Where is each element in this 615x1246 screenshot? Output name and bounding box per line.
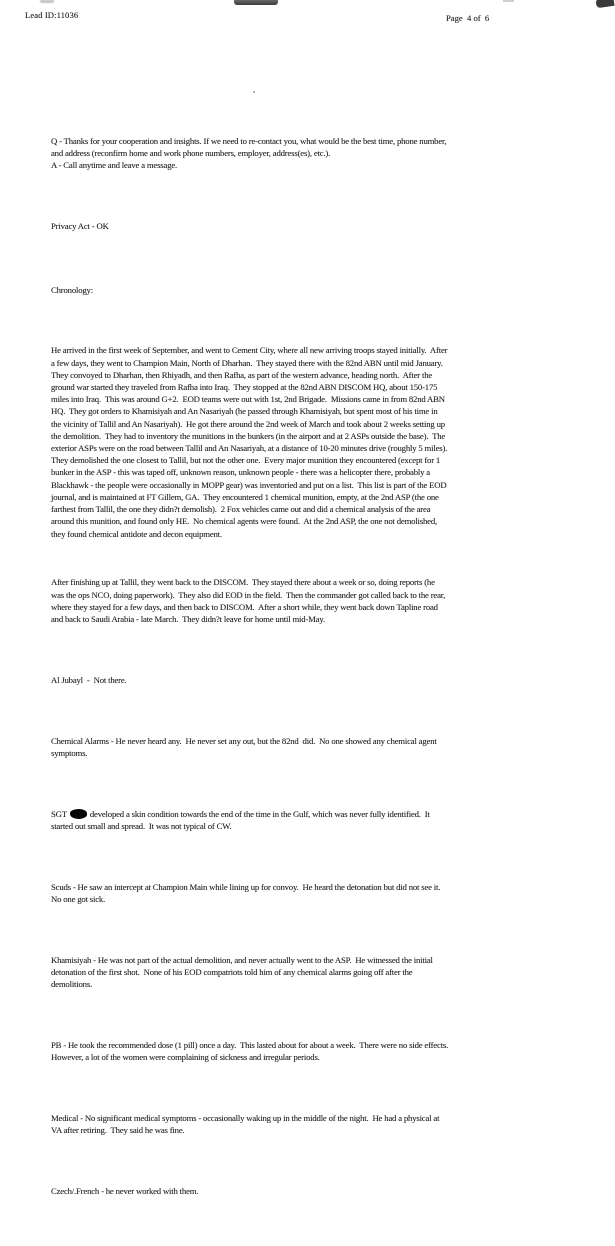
qa-block (51, 135, 449, 172)
czech-french-line: Czech/.French - he never worked with them. (51, 1185, 199, 1196)
scan-artifact-dot (253, 91, 255, 93)
redaction-box (70, 809, 87, 819)
scuds-paragraph: Scuds - He saw an intercept at Champion Main while lining up for convoy. He heard the detonation but did not see it. No one got sick. (51, 881, 445, 904)
document-body (51, 98, 453, 1246)
chronology-paragraph-2: After finishing up at Tallil, they went back to the DISCOM. They stayed there about a week or so, doing reports (he was the ops NCO, doing paperwork). They also did EOD in the field. Then the commander got called back to the rear, where they stayed for a few days, and then back to DISCOM. After a short while, they went back down Tapline road and back to Saudi Arabia - late March. They didn?t leave for home until mid-May. (51, 577, 448, 624)
chronology-paragraph-1: He arrived in the first week of September, and went to Cement City, where all new arriving troops stayed initially. After a few days, they went to Champion Main, North of Dharhan. They stayed there with the 82nd ABN until mid January. They convoyed to Dharhan, then Rhiyadh, and then Rafha, as part of the western advance, heading north. After the ground war started they traveled from Rafha into Iraq. They stopped at the 82nd ABN DISCOM HQ, about 150-175 miles into Iraq. This was around G+2. EOD teams were out with 1st, 2nd Brigade. Missions came in from 82nd ABN HQ. They got orders to Khamisiyah and An Nasariyah (he passed through Khamisiyah, but spent most of his time in the vicinity of Tallil and An Nasariyah). He got there around the 2nd week of March and took about 2 weeks setting up the demolition. They had to inventory the munitions in the bunkers (in the airport and at 2 ASPs outside the base). The exterior ASPs were on the road between Tallil and An Nasariyah, at a distance of 10-20 minutes drive (roughly 5 miles). They demolished the one closest to Tallil, but not the other one. Every major munition they encountered (except for 1 bunker in the ASP - this was taped off, unknown reason, unknown people - there was a helicopter there, probably a Blackhawk - the people were occasionally in MOPP gear) was inventoried and put on a list. This list is part of the EOD journal, and is maintained at FT Gillem, GA. They encountered 1 chemical munition, empty, at the 2nd ASP (the one farthest from Tallil, the one they didn?t demolish). 2 Fox vehicles came out and did a chemical analysis of the area around this munition, and found only HE. No chemical agents were found. At the 2nd ASP, the one not demolished, they found chemical antidote and decon equipment. (51, 345, 451, 539)
sgt-paragraph (51, 808, 449, 832)
pb-paragraph: PB - He took the recommended dose (1 pill) once a day. This lasted about for about a week. There were no side effects. However, a lot of the women were complaining of sickness and irregular periods. (51, 1039, 453, 1063)
scan-artifact-line (503, 0, 514, 2)
question-text: Q - Thanks for your cooperation and insights. If we need to re-contact you, what would be the best time, phone number, and address (reconfirm home and work phone numbers, employer, address(es), etc.). (51, 135, 449, 158)
scan-artifact-corner (595, 0, 614, 8)
chemical-alarms-paragraph: Chemical Alarms - He never heard any. He never set any out, but the 82nd did. No one showed any chemical agent symptoms. (51, 735, 439, 758)
sgt-prefix: SGT (51, 808, 67, 819)
medical-paragraph: Medical - No significant medical symptoms - occasionally waking up in the middle of the night. He had a physical at VA after retiring. They said he was fine. (51, 1112, 442, 1136)
sgt-text: developed a skin condition towards the end of the time in the Gulf, which was never fully identified. It started out small and spread. It was not typical of CW. (51, 808, 432, 831)
al-jubayl-line: Al Jubayl - Not there. (51, 674, 127, 685)
khamisiyah-paragraph: Khamisiyah - He was not part of the actual demolition, and never actually went to the ASP. He witnessed the initial detonation of the first shot. None of his EOD compatriots told him of any chemical alarms going off after the demolitions. (51, 954, 435, 989)
scan-artifact-bar (234, 0, 278, 5)
scan-artifact-smudge (40, 0, 54, 3)
privacy-act-line: Privacy Act - OK (51, 220, 109, 231)
page-number-label: Page 4 of 6 (446, 13, 490, 23)
answer-text: A - Call anytime and leave a message. (51, 160, 178, 171)
lead-id-label: Lead ID:11036 (25, 10, 79, 20)
chronology-heading: Chronology: (51, 284, 93, 295)
